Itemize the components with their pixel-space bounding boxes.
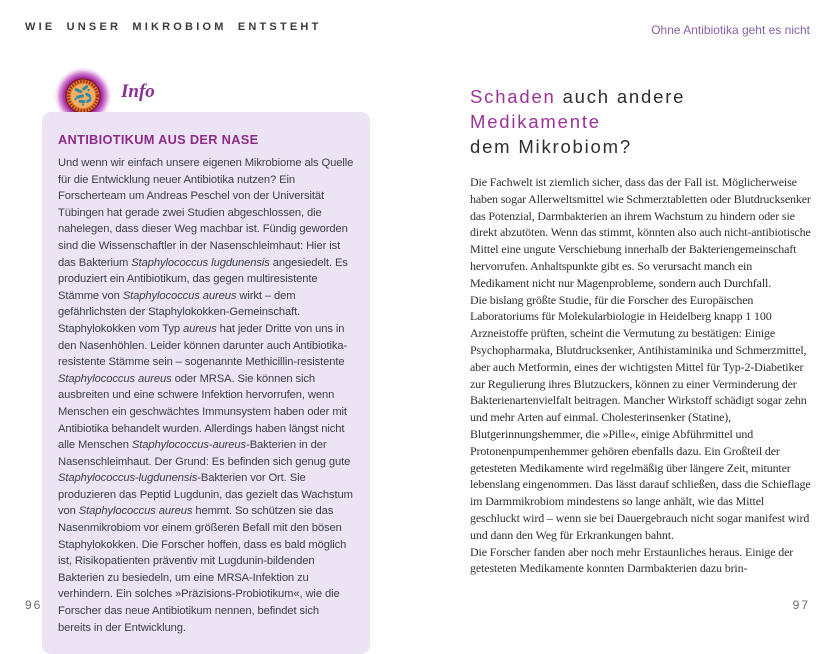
info-box-body: Und wenn wir einfach unsere eigenen Mikrobiome als Quelle für die Entwicklung neuer Antibiotika nutzen? Ein Forscherteam um Andreas Peschel von der Universität Tübingen hat gerade zwei Studien abgeschlossen, die nahelegen, dass dieser Weg machbar ist. Fündig geworden sind die Wissenschaftler in der Nasenschleimhaut: Hier ist das Bakterium Staphylococcus lugdunensis angesiedelt. Es produziert ein Antibiotikum, das gegen multiresistente Stämme von Staphylococcus aureus wirkt – dem gefährlichsten der Staphylokokken-Gemeinschaft. Staphylokokken vom Typ aureus hat jeder Dritte von uns in den Nasenhöhlen. Leider können darunter auch Antibiotika-resistente Stämme sein – sogenannte Methicillin-resistente Staphylococcus aureus oder MRSA. Sie können sich ausbreiten und eine schwere Infektion hervorrufen, wenn Menschen ein geschwächtes Immunsystem haben oder mit Antibiotika behandelt wurden. Allerdings haben längst nicht alle Menschen Staphylococcus-aureus-Bakterien in der Nasenschleimhaut. Der Grund: Es befinden sich genug gute Staphylococcus-lugdunensis-Bakterien vor Ort. Sie produzieren das Peptid Lugdunin, das gezielt das Wachstum von Staphylococcus aureus hemmt. So schützen sie das Nasenmikrobiom vor einem größeren Befall mit den bösen Staphylokokken. Die Forscher hoffen, dass es bald möglich ist, Risikopatienten präventiv mit Lugdunin-bildenden Bakterien zu besiedeln, um eine MRSA-Infektion zu verhindern. Ein solches »Präzisions-Probiotikum«, wie die Forscher das neue Antibiotikum nennen, befindet sich bereits in der Entwicklung. bbox=[58, 157, 354, 634]
article-heading bbox=[470, 84, 812, 159]
article-heading-highlight-2: Medikamente bbox=[470, 111, 601, 132]
article-paragraph: Die Fachwelt ist ziemlich sicher, dass das der Fall ist. Möglicherweise haben sogar Allerweltsmittel wie Schmerztabletten oder Blutdrucksenker das Potenzial, Darmbakterien an ihrem Wachstum zu hindern oder sie direkt abzutöten. Wenn das stimmt, könnten also auch nicht-antibiotische Mittel eine ungute Verschiebung innerhalb der Bakteriengemeinschaft hervorrufen. Anhaltspunkte gibt es. So verursacht manch ein Medikament nicht nur Magenprobleme, sondern auch Durchfall. bbox=[470, 175, 811, 290]
article-heading-plain-1: auch andere bbox=[555, 86, 686, 107]
article-body bbox=[470, 174, 812, 577]
article-paragraph: Die bislang größte Studie, für die Forscher des Europäischen Laboratoriums für Molekularbiologie in Heidelberg knapp 1 100 Arzneistoffe prüften, scheint die Vermutung zu bestätigen: Einige Psychopharmaka, Blutdrucksenker, Antihistaminika und Schmerzmittel, aber auch Metformin, eines der wichtigsten Mittel für Typ-2-Diabetiker zur Regulierung ihres Blutzuckers, können zu einer Verminderung der Bakterienartenvielfalt beitragen. Mancher Wirkstoff schädigt sogar zehn und mehr Arten auf einmal. Cholesterinsenker (Statine), Blutgerinnungshemmer, die »Pille«, einige Abführmittel und Protonenpumpenhemmer gehören ebenfalls dazu. Ein Großteil der getesteten Medikamente wird regelmäßig über längere Zeit, mitunter lebenslang eingenommen. Das lässt darauf schließen, dass die Schieflage im Darmmikrobiom mindestens so lange anhält, wie das Mittel geschluckt wird – wenn sie bei Dauergebrauch nicht sogar manifest wird und dann den Weg für Erkrankungen bahnt. bbox=[470, 292, 811, 542]
info-box bbox=[42, 112, 370, 654]
running-head-right: Ohne Antibiotika geht es nicht bbox=[651, 23, 810, 37]
article-paragraph: Die Forscher fanden aber noch mehr Erstaunliches heraus. Einige der getesteten Medikamente konnten Darmbakterien dazu brin- bbox=[470, 544, 794, 576]
page-number-right: 97 bbox=[792, 598, 810, 612]
article-heading-highlight-1: Schaden bbox=[470, 86, 556, 107]
info-box-heading: ANTIBIOTIKUM AUS DER NASE bbox=[58, 132, 259, 147]
article bbox=[470, 84, 812, 577]
article-heading-line2: dem Mikrobiom? bbox=[470, 136, 632, 157]
info-label: Info bbox=[121, 81, 155, 102]
page-number-left: 96 bbox=[25, 598, 43, 612]
running-head-left: WIE UNSER MIKROBIOM ENTSTEHT bbox=[25, 21, 322, 33]
